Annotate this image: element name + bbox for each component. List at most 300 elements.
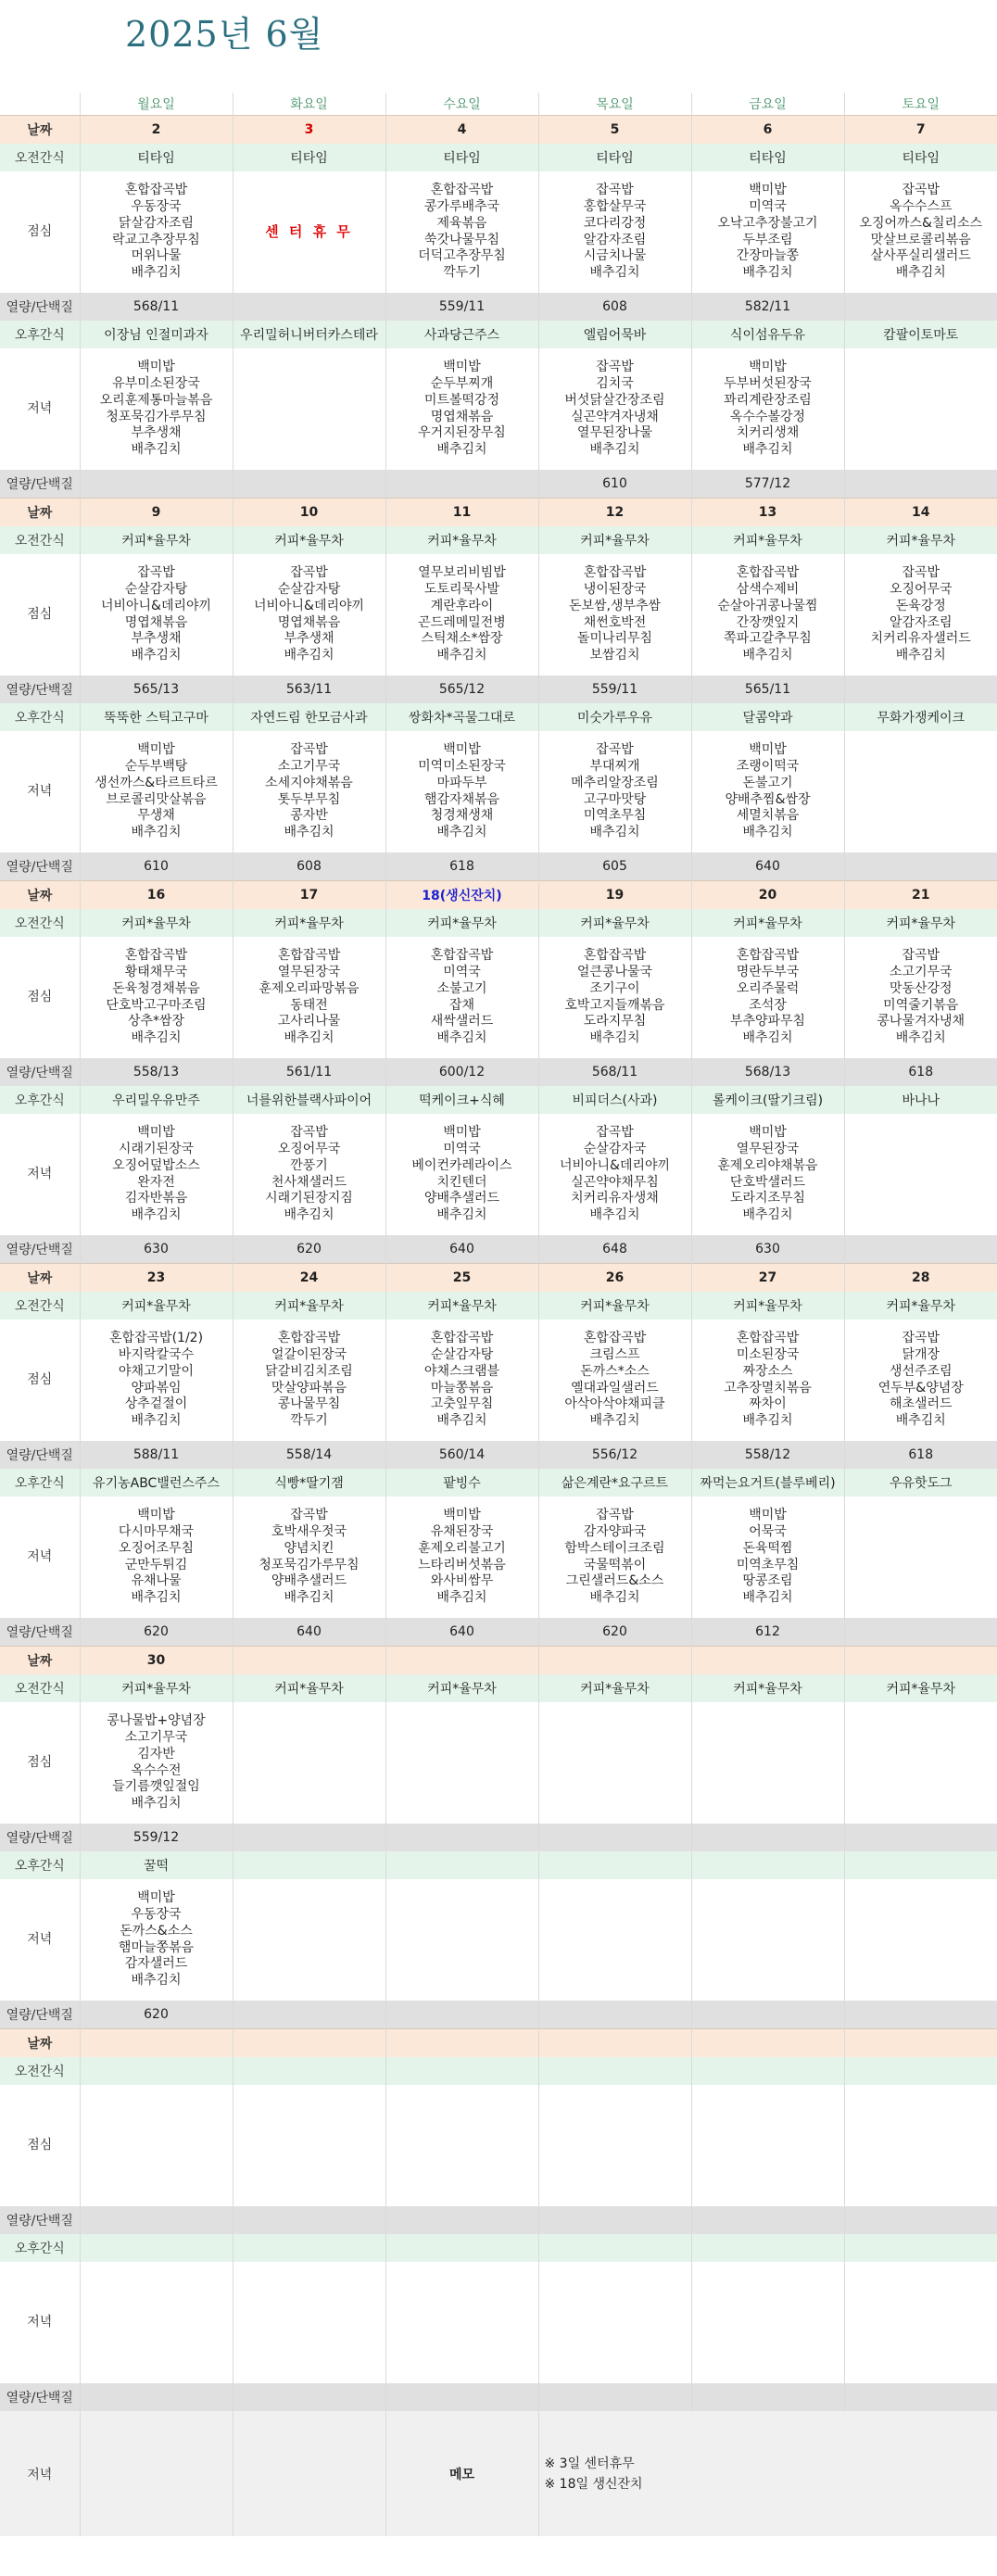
dinner-kcal-cell (691, 2383, 844, 2411)
pm-snack-cell: 꿀떡 (80, 1851, 233, 1879)
am-snack-cell: 커피*율무차 (385, 1674, 538, 1702)
lunch-menu: 잡곡밥 소고기무국 맛동산강정 미역줄기볶음 콩나물겨자냉채 배추김치 (877, 948, 965, 1045)
lunch-cell (80, 937, 233, 1058)
dinner-kcal-cell: 630 (80, 1235, 233, 1264)
lunch-cell (691, 1702, 844, 1824)
dinner-cell (844, 1114, 997, 1235)
date-cell: 24 (233, 1264, 385, 1293)
pm-snack-cell: 우유핫도그 (844, 1469, 997, 1496)
dinner-menu: 잡곡밥 오징어무국 깐풍기 천사채샐러드 시래기된장지짐 배추김치 (265, 1125, 353, 1222)
date-cell (385, 2029, 538, 2058)
dinner-kcal-row (0, 2001, 997, 2029)
lunch-row (0, 1320, 997, 1441)
am-snack-cell: 커피*율무차 (538, 909, 691, 937)
dinner-cell (691, 1496, 844, 1618)
dinner-cell (538, 348, 691, 470)
lunch-cell (538, 554, 691, 676)
am-snack-cell (80, 2057, 233, 2085)
am-snack-cell: 커피*율무차 (538, 1674, 691, 1702)
am-snack-row-label: 오전간식 (0, 1674, 80, 1702)
lunch-kcal-row (0, 1824, 997, 1851)
date-row (0, 2029, 997, 2058)
dinner-cell (233, 1114, 385, 1235)
dinner-row (0, 1496, 997, 1618)
dinner-kcal-cell (233, 2001, 385, 2029)
am-snack-cell: 커피*율무차 (538, 526, 691, 554)
lunch-menu: 혼합잡곡밥 열무된장국 훈제오리파망볶음 동태전 고사리나물 배추김치 (259, 948, 360, 1045)
date-cell: 9 (80, 499, 233, 527)
pm-snack-cell: 무화가쟁케이크 (844, 703, 997, 731)
dinner-kcal-row-label: 열량/단백질 (0, 852, 80, 881)
date-cell: 2 (80, 116, 233, 145)
lunch-kcal-row (0, 676, 997, 703)
dinner-row (0, 2262, 997, 2383)
lunch-kcal-cell (385, 2206, 538, 2234)
date-with-event: 18(생신잔치) (422, 889, 502, 903)
date-cell (233, 2029, 385, 2058)
dinner-cell (691, 1114, 844, 1235)
pm-snack-cell (844, 2234, 997, 2262)
dinner-kcal-cell (385, 2001, 538, 2029)
lunch-menu: 잡곡밥 홍합살무국 코다리강정 알감자조림 시금치나물 배추김치 (583, 183, 647, 280)
dinner-kcal-row-label: 열량/단백질 (0, 2383, 80, 2411)
lunch-cell (691, 2085, 844, 2206)
date-cell (538, 1647, 691, 1675)
memo-empty-cell (233, 2411, 385, 2536)
memo-empty-cell (80, 2411, 233, 2536)
am-snack-cell: 커피*율무차 (844, 1674, 997, 1702)
lunch-menu: 콩나물밥+양념장 소고기무국 김자반 옥수수전 들기름깻잎절임 배추김치 (107, 1713, 206, 1811)
lunch-kcal-cell: 559/12 (80, 1824, 233, 1851)
dinner-menu: 백미밥 미역국 베이컨카레라이스 치킨텐더 양배추샐러드 배추김치 (411, 1125, 512, 1222)
dinner-kcal-cell: 610 (80, 852, 233, 881)
lunch-menu: 혼합잡곡밥 냉이된장국 돈보쌈,생부추쌈 채썬호박전 돌미나리무침 보쌈김치 (568, 565, 662, 663)
date-cell: 27 (691, 1264, 844, 1293)
dinner-kcal-cell (844, 852, 997, 881)
am-snack-row-label: 오전간식 (0, 526, 80, 554)
pm-snack-cell (385, 2234, 538, 2262)
lunch-kcal-cell: 568/11 (538, 1058, 691, 1086)
dinner-cell (233, 1496, 385, 1618)
pm-snack-cell: 짜먹는요거트(블루베리) (691, 1469, 844, 1496)
dinner-cell (844, 1879, 997, 2001)
date-cell: 28 (844, 1264, 997, 1293)
lunch-kcal-cell: 558/14 (233, 1441, 385, 1469)
lunch-cell (538, 1320, 691, 1441)
date-cell (844, 1647, 997, 1675)
dinner-row (0, 1879, 997, 2001)
weekday-fri: 금요일 (691, 93, 844, 116)
lunch-menu: 잡곡밥 옥수수스프 오징어까스&칠리소스 맛살브로콜리볶음 살사푸실리샐러드 배추김치 (859, 183, 983, 280)
lunch-cell (80, 171, 233, 293)
lunch-kcal-cell: 568/11 (80, 293, 233, 321)
lunch-kcal-cell (385, 1824, 538, 1851)
am-snack-cell (233, 2057, 385, 2085)
lunch-menu: 혼합잡곡밥 크림스프 돈까스*소스 옐대과일샐러드 아삭아삭야채피클 배추김치 (564, 1331, 665, 1428)
dinner-cell (844, 348, 997, 470)
dinner-kcal-cell (691, 2001, 844, 2029)
dinner-menu: 잡곡밥 호박새우젓국 양념치킨 청포묵김가루무침 양배추샐러드 배추김치 (259, 1508, 360, 1605)
dinner-cell (691, 2262, 844, 2383)
date-cell: 7 (844, 116, 997, 145)
lunch-cell (233, 1702, 385, 1824)
lunch-kcal-cell (844, 676, 997, 703)
pm-snack-cell: 너를위한블랙사파이어 (233, 1086, 385, 1114)
dinner-cell (691, 348, 844, 470)
am-snack-cell (385, 2057, 538, 2085)
lunch-cell (80, 2085, 233, 2206)
pm-snack-cell: 뚝뚝한 스틱고구마 (80, 703, 233, 731)
date-cell: 26 (538, 1264, 691, 1293)
date-cell: 3 (233, 116, 385, 145)
dinner-kcal-cell: 610 (538, 470, 691, 499)
page-title: 2025년 6월 (125, 14, 324, 55)
dinner-kcal-row-label: 열량/단백질 (0, 2001, 80, 2029)
pm-snack-cell: 식빵*딸기잼 (233, 1469, 385, 1496)
dinner-cell (538, 1879, 691, 2001)
pm-snack-cell (844, 1851, 997, 1879)
am-snack-cell (538, 2057, 691, 2085)
dinner-cell (844, 1496, 997, 1618)
lunch-cell (233, 937, 385, 1058)
date-cell (691, 2029, 844, 2058)
lunch-menu: 혼합잡곡밥 얼갈이된장국 닭갈비김치조림 맛살양파볶음 콩나물무침 깍두기 (265, 1331, 353, 1428)
dinner-cell (538, 731, 691, 852)
lunch-menu: 혼합잡곡밥 삼색수제비 순살아귀콩나물찜 간장깻잎지 쪽파고갈추무침 배추김치 (717, 565, 818, 663)
lunch-kcal-row-label: 열량/단백질 (0, 1058, 80, 1086)
dinner-kcal-cell: 640 (385, 1235, 538, 1264)
lunch-cell (691, 171, 844, 293)
dinner-kcal-cell (80, 470, 233, 499)
dinner-kcal-cell (233, 2383, 385, 2411)
dinner-kcal-row (0, 1235, 997, 1264)
dinner-kcal-cell (233, 470, 385, 499)
dinner-cell (233, 2262, 385, 2383)
am-snack-cell: 티타임 (844, 144, 997, 171)
dinner-kcal-cell (385, 470, 538, 499)
pm-snack-cell (538, 1851, 691, 1879)
lunch-kcal-cell (233, 2206, 385, 2234)
dinner-row-label: 저녁 (27, 1548, 53, 1564)
dinner-cell (538, 1496, 691, 1618)
dinner-kcal-cell: 605 (538, 852, 691, 881)
pm-snack-row (0, 2234, 997, 2262)
lunch-row-label: 점심 (27, 606, 53, 622)
am-snack-cell: 커피*율무차 (844, 526, 997, 554)
lunch-cell (844, 1320, 997, 1441)
pm-snack-cell: 우리밀우유만주 (80, 1086, 233, 1114)
dinner-kcal-cell: 630 (691, 1235, 844, 1264)
lunch-menu: 혼합잡곡밥 콩가루배추국 제육볶음 쑥갓나물무침 더덕고추장무침 깍두기 (418, 183, 506, 280)
am-snack-cell: 커피*율무차 (844, 909, 997, 937)
lunch-kcal-cell (233, 293, 385, 321)
dinner-menu: 백미밥 두부버섯된장국 꽈리계란장조림 옥수수볼강정 치커리생채 배추김치 (724, 360, 812, 457)
lunch-cell (844, 171, 997, 293)
dinner-row-label: 저녁 (27, 1931, 53, 1947)
lunch-kcal-cell (844, 293, 997, 321)
dinner-cell (385, 1496, 538, 1618)
lunch-cell (385, 937, 538, 1058)
lunch-cell (538, 171, 691, 293)
dinner-cell (385, 1114, 538, 1235)
lunch-kcal-cell (538, 1824, 691, 1851)
date-row-label: 날짜 (0, 1264, 80, 1293)
pm-snack-cell (80, 2234, 233, 2262)
date-cell (538, 2029, 691, 2058)
lunch-row (0, 1702, 997, 1824)
date-cell: 13 (691, 499, 844, 527)
am-snack-row (0, 909, 997, 937)
am-snack-cell: 티타임 (691, 144, 844, 171)
lunch-menu: 잡곡밥 순살감자탕 너비아니&데리야끼 명엽채볶음 부추생채 배추김치 (100, 565, 212, 663)
pm-snack-cell (538, 2234, 691, 2262)
pm-snack-cell: 이장님 인절미과자 (80, 321, 233, 348)
pm-snack-cell: 우리밀허니버터카스테라 (233, 321, 385, 348)
am-snack-cell: 커피*율무차 (233, 526, 385, 554)
dinner-menu: 잡곡밥 김치국 버섯닭살간장조림 실곤약겨자냉채 열무된장나물 배추김치 (564, 360, 665, 457)
am-snack-cell: 커피*율무차 (80, 526, 233, 554)
dinner-cell (385, 1879, 538, 2001)
lunch-cell (385, 2085, 538, 2206)
dinner-cell (80, 1114, 233, 1235)
date-cell: 14 (844, 499, 997, 527)
lunch-menu: 잡곡밥 오징어무국 돈육강정 알감자조림 치커리유자샐러드 배추김치 (870, 565, 971, 663)
dinner-kcal-cell: 577/12 (691, 470, 844, 499)
date-cell (233, 1647, 385, 1675)
lunch-kcal-cell: 560/14 (385, 1441, 538, 1469)
dinner-kcal-cell (538, 2383, 691, 2411)
pm-snack-cell: 엘림어묵바 (538, 321, 691, 348)
am-snack-row-label: 오전간식 (0, 2057, 80, 2085)
dinner-kcal-cell: 640 (691, 852, 844, 881)
date-cell: 16 (80, 881, 233, 910)
date-row-label: 날짜 (0, 2029, 80, 2058)
dinner-kcal-row (0, 852, 997, 881)
dinner-menu: 백미밥 순두부찌개 미트볼떡강정 명엽채볶음 우거지된장무침 배추김치 (418, 360, 506, 457)
pm-snack-cell (691, 1851, 844, 1879)
lunch-cell (538, 937, 691, 1058)
lunch-menu: 잡곡밥 닭개장 생선주조림 연두부&양념장 해초샐러드 배추김치 (877, 1331, 964, 1428)
lunch-kcal-cell: 600/12 (385, 1058, 538, 1086)
weekday-thu: 목요일 (538, 93, 691, 116)
dinner-menu: 백미밥 유부미소된장국 오리훈제통마늘볶음 청포묵김가루무침 부추생채 배추김치 (99, 360, 213, 457)
lunch-row (0, 171, 997, 293)
pm-snack-cell: 캄팔이토마토 (844, 321, 997, 348)
date-cell (691, 1647, 844, 1675)
dinner-cell (385, 2262, 538, 2383)
lunch-cell (844, 2085, 997, 2206)
lunch-kcal-row (0, 2206, 997, 2234)
lunch-row (0, 554, 997, 676)
memo-line: ※ 18일 생신잔치 (544, 2476, 643, 2492)
am-snack-row (0, 2057, 997, 2085)
pm-snack-cell: 팥빙수 (385, 1469, 538, 1496)
pm-snack-cell: 삶은계란*요구르트 (538, 1469, 691, 1496)
pm-snack-cell: 자연드림 한모금사과 (233, 703, 385, 731)
lunch-kcal-cell: 582/11 (691, 293, 844, 321)
lunch-menu: 혼합잡곡밥 명란두부국 오리주물럭 조석장 부추양파무침 배추김치 (729, 948, 806, 1045)
dinner-cell (233, 1879, 385, 2001)
dinner-cell (691, 1879, 844, 2001)
date-cell: 23 (80, 1264, 233, 1293)
dinner-menu: 백미밥 미역미소된장국 마파두부 햄감자채볶음 청경채생채 배추김치 (418, 742, 506, 840)
lunch-cell (80, 554, 233, 676)
am-snack-cell: 커피*율무차 (691, 1674, 844, 1702)
lunch-cell (385, 1320, 538, 1441)
pm-snack-cell: 떡케이크+식혜 (385, 1086, 538, 1114)
weekday-mon: 월요일 (80, 93, 233, 116)
lunch-kcal-cell: 588/11 (80, 1441, 233, 1469)
dinner-row-label: 저녁 (27, 783, 53, 799)
lunch-kcal-cell: 556/12 (538, 1441, 691, 1469)
dinner-row-label: 저녁 (27, 2314, 53, 2330)
dinner-kcal-cell: 620 (538, 1618, 691, 1647)
dinner-kcal-cell: 620 (233, 1235, 385, 1264)
lunch-kcal-cell: 565/12 (385, 676, 538, 703)
dinner-kcal-cell (844, 2383, 997, 2411)
dinner-menu: 백미밥 순두부백탕 생선까스&타르트타르 브로콜리맛살볶음 무생채 배추김치 (95, 742, 218, 840)
am-snack-cell: 커피*율무차 (233, 1674, 385, 1702)
dinner-menu: 백미밥 우동장국 돈까스&소스 햄마늘쫑볶음 감자샐러드 배추김치 (118, 1890, 195, 1988)
dinner-menu: 잡곡밥 감자양파국 함박스테이크조림 국물떡볶이 그린샐러드&소스 배추김치 (564, 1508, 665, 1605)
lunch-kcal-cell (691, 2206, 844, 2234)
lunch-kcal-cell (691, 1824, 844, 1851)
date-row (0, 881, 997, 910)
lunch-kcal-cell: 618 (844, 1058, 997, 1086)
am-snack-cell: 커피*율무차 (385, 526, 538, 554)
lunch-menu: 혼합잡곡밥(1/2) 바지락칼국수 야채고기말이 양파볶임 상추겉절이 배추김치 (108, 1331, 204, 1428)
dinner-row (0, 348, 997, 470)
dinner-kcal-cell (844, 2001, 997, 2029)
lunch-kcal-row (0, 1441, 997, 1469)
lunch-kcal-row-label: 열량/단백질 (0, 676, 80, 703)
lunch-cell (233, 1320, 385, 1441)
dinner-kcal-cell (80, 2383, 233, 2411)
pm-snack-cell: 달콤약과 (691, 703, 844, 731)
am-snack-cell: 커피*율무차 (538, 1292, 691, 1320)
lunch-kcal-cell (233, 1824, 385, 1851)
pm-snack-cell: 식이섬유두유 (691, 321, 844, 348)
date-row (0, 1264, 997, 1293)
lunch-kcal-cell: 563/11 (233, 676, 385, 703)
dinner-row-label: 저녁 (27, 400, 53, 416)
lunch-row-label: 점심 (27, 989, 53, 1004)
dinner-kcal-row-label: 열량/단백질 (0, 1235, 80, 1264)
dinner-cell (385, 348, 538, 470)
dinner-row (0, 1114, 997, 1235)
lunch-row (0, 937, 997, 1058)
dinner-cell (691, 731, 844, 852)
lunch-kcal-cell (844, 1824, 997, 1851)
dinner-cell (844, 731, 997, 852)
lunch-kcal-row-label: 열량/단백질 (0, 1824, 80, 1851)
lunch-row-label: 점심 (27, 2137, 53, 2153)
pm-snack-cell: 비피더스(사과) (538, 1086, 691, 1114)
am-snack-row (0, 1292, 997, 1320)
dinner-cell (844, 2262, 997, 2383)
pm-snack-cell (691, 2234, 844, 2262)
lunch-kcal-cell: 558/13 (80, 1058, 233, 1086)
corner-cell (0, 93, 80, 116)
dinner-kcal-cell: 640 (233, 1618, 385, 1647)
lunch-menu: 열무보리비빔밥 도토리묵사발 계란후라이 곤드레메밀전병 스틱채소*쌈장 배추김치 (418, 565, 506, 663)
lunch-menu: 혼합잡곡밥 순살감자탕 야채스크램블 마늘쫑볶음 고춧잎무침 배추김치 (423, 1331, 500, 1428)
pm-snack-row (0, 703, 997, 731)
am-snack-cell (844, 2057, 997, 2085)
am-snack-row (0, 1674, 997, 1702)
am-snack-cell: 티타임 (538, 144, 691, 171)
date-cell: 4 (385, 116, 538, 145)
lunch-cell (385, 554, 538, 676)
pm-snack-cell: 유기농ABC밸런스주스 (80, 1469, 233, 1496)
lunch-cell (691, 554, 844, 676)
am-snack-cell: 티타임 (385, 144, 538, 171)
am-snack-cell: 커피*율무차 (233, 1292, 385, 1320)
dinner-cell (80, 1496, 233, 1618)
pm-snack-cell: 바나나 (844, 1086, 997, 1114)
lunch-menu: 혼합잡곡밥 황태채무국 돈육청경채볶음 단호박고구마조림 상추*쌈장 배추김치 (106, 948, 207, 1045)
dinner-kcal-row-label: 열량/단백질 (0, 470, 80, 499)
am-snack-row-label: 오전간식 (0, 144, 80, 171)
dinner-kcal-cell (844, 470, 997, 499)
lunch-row-label: 점심 (27, 1754, 53, 1770)
am-snack-cell: 커피*율무차 (844, 1292, 997, 1320)
lunch-cell (233, 2085, 385, 2206)
lunch-kcal-cell (844, 2206, 997, 2234)
dinner-kcal-cell (844, 1235, 997, 1264)
lunch-menu: 백미밥 미역국 오낙고추장불고기 두부조림 간장마늘쫑 배추김치 (717, 183, 818, 280)
date-cell: 21 (844, 881, 997, 910)
dinner-cell (80, 731, 233, 852)
lunch-kcal-cell (538, 2206, 691, 2234)
dinner-menu: 잡곡밥 소고기무국 소세지야채볶음 톳두부무침 콩자반 배추김치 (265, 742, 353, 840)
dinner-menu: 백미밥 조랭이떡국 돈불고기 양배추찜&쌈장 세멸치볶음 배추김치 (725, 742, 811, 840)
lunch-kcal-row (0, 1058, 997, 1086)
lunch-kcal-cell: 618 (844, 1441, 997, 1469)
date-cell: 19 (538, 881, 691, 910)
date-cell (385, 1647, 538, 1675)
dinner-kcal-cell (538, 2001, 691, 2029)
date-row (0, 116, 997, 145)
dinner-kcal-cell: 608 (233, 852, 385, 881)
lunch-cell (844, 937, 997, 1058)
dinner-cell (80, 2262, 233, 2383)
weekday-wed: 수요일 (385, 93, 538, 116)
lunch-cell (691, 937, 844, 1058)
dinner-menu: 백미밥 유채된장국 훈제오리불고기 느타리버섯볶음 와사비쌈무 배추김치 (418, 1508, 506, 1605)
lunch-kcal-row-label: 열량/단백질 (0, 293, 80, 321)
dinner-kcal-cell (385, 2383, 538, 2411)
lunch-cell (80, 1702, 233, 1824)
lunch-kcal-cell: 608 (538, 293, 691, 321)
lunch-kcal-cell: 558/12 (691, 1441, 844, 1469)
date-cell: 17 (233, 881, 385, 910)
dinner-kcal-cell: 612 (691, 1618, 844, 1647)
pm-snack-row-label: 오후간식 (0, 2234, 80, 2262)
am-snack-row-label: 오전간식 (0, 1292, 80, 1320)
dinner-cell (80, 348, 233, 470)
memo-row-label: 저녁 (0, 2411, 80, 2536)
dinner-kcal-row (0, 1618, 997, 1647)
pm-snack-row (0, 321, 997, 348)
lunch-kcal-row-label: 열량/단백질 (0, 2206, 80, 2234)
lunch-kcal-row (0, 293, 997, 321)
dinner-kcal-cell: 648 (538, 1235, 691, 1264)
dinner-row-label: 저녁 (27, 1166, 53, 1181)
dinner-kcal-cell: 620 (80, 1618, 233, 1647)
dinner-cell (233, 731, 385, 852)
am-snack-cell: 커피*율무차 (691, 909, 844, 937)
